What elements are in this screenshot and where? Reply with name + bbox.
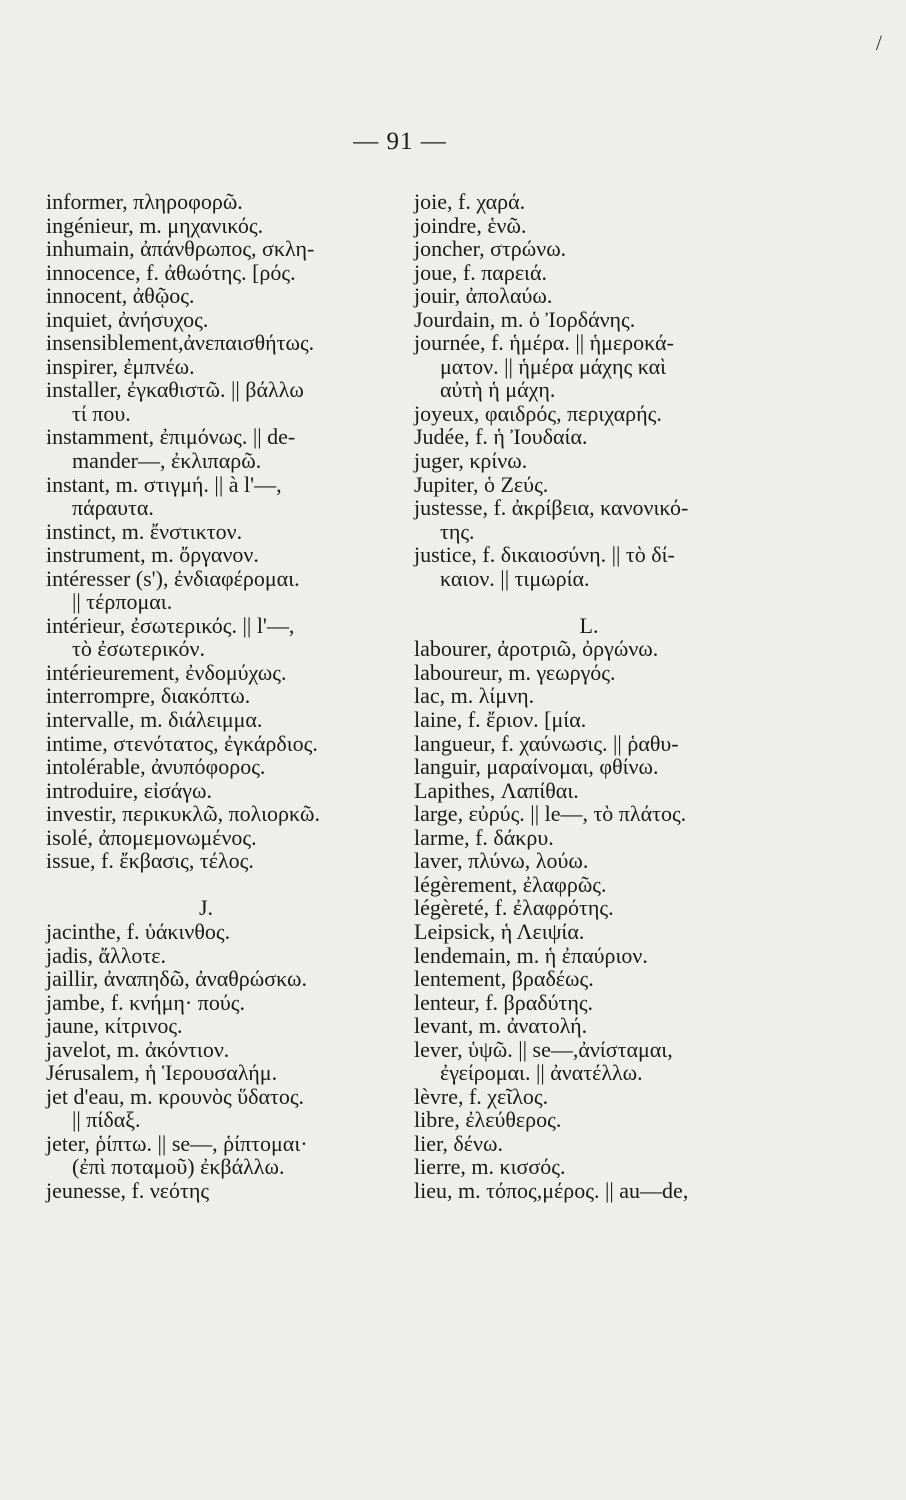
dictionary-entry: jadis, ἄλλοτε. bbox=[46, 942, 166, 968]
dictionary-entry: lèvre, f. χεῖλος. bbox=[414, 1083, 549, 1109]
dictionary-entry: lac, m. λίμνη. bbox=[414, 683, 535, 709]
dictionary-entry: langueur, f. χαύνωσις. || ῥαθυ- bbox=[414, 730, 679, 756]
dictionary-entry: issue, f. ἔκβασις, τέλος. bbox=[46, 848, 254, 874]
dictionary-entry: large, εὐρύς. || le—, τὸ πλάτος. bbox=[414, 801, 687, 827]
dictionary-entry: instant, m. στιγμή. || à l'—, bbox=[46, 471, 282, 497]
dictionary-entry: joue, f. παρειά. bbox=[414, 259, 547, 285]
dictionary-entry: instinct, m. ἔνστικτον. bbox=[46, 518, 243, 544]
dictionary-entry: inhumain, ἀπάνθρωπος, σκλη- bbox=[46, 236, 315, 262]
dictionary-entry: levant, m. ἀνατολή. bbox=[414, 1013, 588, 1039]
dictionary-entry: introduire, εἰσάγω. bbox=[46, 777, 212, 803]
dictionary-entry: investir, περικυκλῶ, πολιορκῶ. bbox=[46, 801, 321, 827]
dictionary-entry: lendemain, m. ἡ ἐπαύριον. bbox=[414, 942, 648, 968]
dictionary-entry: interrompre, διακόπτω. bbox=[46, 683, 251, 709]
dictionary-entry: inspirer, ἐμπνέω. bbox=[46, 353, 195, 379]
dictionary-entry: lieu, m. τόπος,μέρος. || au—de, bbox=[414, 1177, 689, 1203]
dictionary-entry: jaillir, ἀναπηδῶ, ἀναθρώσκω. bbox=[46, 966, 307, 992]
dictionary-entry: laver, πλύνω, λούω. bbox=[414, 848, 589, 874]
dictionary-entry: joindre, ἑνῶ. bbox=[414, 212, 527, 238]
dictionary-entry: laboureur, m. γεωργός. bbox=[414, 659, 616, 685]
letter-heading: L. bbox=[579, 612, 599, 638]
dictionary-entry: lierre, m. κισσός. bbox=[414, 1154, 566, 1180]
corner-mark: / bbox=[875, 30, 882, 55]
dictionary-entry: javelot, m. ἀκόντιον. bbox=[46, 1036, 230, 1062]
dictionary-entry: lier, δένω. bbox=[414, 1130, 503, 1156]
dictionary-entry: jeter, ῥίπτω. || se—, ῥίπτομαι· bbox=[46, 1130, 308, 1156]
entry-continuation: || πίδαξ. bbox=[72, 1107, 141, 1133]
dictionary-entry: intéresser (s'), ἐνδιαφέρομαι. bbox=[46, 565, 300, 591]
dictionary-entry: intérieurement, ἐνδομύχως. bbox=[46, 659, 287, 685]
entry-continuation: τί που. bbox=[72, 400, 131, 426]
entry-continuation: ἐγείρομαι. || ἀνατέλλω. bbox=[440, 1060, 643, 1086]
entry-continuation: αὐτὴ ἡ μάχη. bbox=[440, 377, 556, 403]
spacer bbox=[46, 873, 391, 897]
dictionary-entry: jeunesse, f. νεότης bbox=[46, 1177, 210, 1203]
dictionary-entry: justice, f. δικαιοσύνη. || τὸ δί- bbox=[414, 542, 675, 568]
dictionary-entry: lever, ὑψῶ. || se—,ἀνίσταμαι, bbox=[414, 1036, 673, 1062]
page-number: — 91 — bbox=[353, 128, 447, 155]
dictionary-entry: jouir, ἀπολαύω. bbox=[414, 283, 553, 309]
dictionary-entry: lentement, βραδέως. bbox=[414, 966, 594, 992]
dictionary-entry: laine, f. ἔριον. [μία. bbox=[414, 707, 587, 733]
dictionary-entry: innocence, f. ἀθωότης. [ρός. bbox=[46, 259, 296, 285]
dictionary-entry: Jupiter, ὁ Ζεύς. bbox=[414, 471, 549, 497]
entry-continuation: (ἐπὶ ποταμοῦ) ἐκβάλλω. bbox=[72, 1154, 285, 1180]
dictionary-entry: justesse, f. ἀκρίβεια, κανονικό- bbox=[414, 495, 689, 521]
dictionary-entry: ingénieur, m. μηχανικός. bbox=[46, 212, 264, 238]
dictionary-entry: instrument, m. ὄργανον. bbox=[46, 542, 259, 568]
dictionary-entry: inquiet, ἀνήσυχος. bbox=[46, 306, 209, 332]
left-column bbox=[46, 190, 391, 1203]
dictionary-entry: larme, f. δάκρυ. bbox=[414, 824, 554, 850]
dictionary-entry: joyeux, φαιδρός, περιχαρής. bbox=[414, 400, 662, 426]
dictionary-entry: languir, μαραίνομαι, φθίνω. bbox=[414, 754, 659, 780]
dictionary-entry: jet d'eau, m. κρουνὸς ὕδατος. bbox=[46, 1083, 305, 1109]
dictionary-entry: joie, f. χαρά. bbox=[414, 189, 526, 214]
dictionary-entry: Leipsick, ἡ Λειψία. bbox=[414, 918, 585, 944]
entry-continuation: πάραυτα. bbox=[72, 495, 154, 521]
entry-continuation: της. bbox=[440, 518, 475, 544]
dictionary-entry: intime, στενότατος, ἐγκάρδιος. bbox=[46, 730, 318, 756]
dictionary-entry: labourer, ἀροτριῶ, ὀργώνω. bbox=[414, 636, 659, 662]
dictionary-entry: Jérusalem, ἡ Ἱερουσαλήμ. bbox=[46, 1060, 278, 1086]
dictionary-entry: insensiblement,ἀνεπαισθήτως. bbox=[46, 330, 315, 356]
entry-continuation: mander—, ἐκλιπαρῶ. bbox=[72, 448, 262, 474]
dictionary-entry: journée, f. ἡμέρα. || ἡμεροκά- bbox=[414, 330, 674, 356]
dictionary-entry: libre, ἐλεύθερος. bbox=[414, 1107, 562, 1133]
letter-heading: J. bbox=[198, 895, 214, 921]
dictionary-entry: intervalle, m. διάλειμμα. bbox=[46, 707, 263, 733]
dictionary-entry: instamment, ἐπιμόνως. || de- bbox=[46, 424, 296, 450]
dictionary-entry: jaune, κίτρινος. bbox=[46, 1013, 183, 1039]
dictionary-entry: jambe, f. κνήμη· πούς. bbox=[46, 989, 245, 1015]
entry-continuation: καιον. || τιμωρία. bbox=[440, 565, 590, 591]
entry-continuation: τὸ ἐσωτερικόν. bbox=[72, 636, 205, 662]
dictionary-entry: juger, κρίνω. bbox=[414, 448, 528, 474]
dictionary-entry: joncher, στρώνω. bbox=[414, 236, 567, 262]
dictionary-entry: Lapithes, Λαπίθαι. bbox=[414, 777, 579, 803]
dictionary-entry: isolé, ἀπομεμονωμένος. bbox=[46, 824, 257, 850]
entry-continuation: || τέρπομαι. bbox=[72, 589, 173, 615]
dictionary-entry: intérieur, ἐσωτερικός. || l'—, bbox=[46, 612, 295, 638]
spacer bbox=[414, 590, 784, 614]
dictionary-entry: Judée, f. ἡ Ἰουδαία. bbox=[414, 424, 588, 450]
dictionary-entry: innocent, ἀθῷος. bbox=[46, 283, 195, 309]
dictionary-entry: installer, ἐγκαθιστῶ. || βάλλω bbox=[46, 377, 304, 403]
entry-continuation: ματον. || ἡμέρα μάχης καὶ bbox=[440, 353, 667, 379]
dictionary-entry: légèrement, ἐλαφρῶς. bbox=[414, 871, 607, 897]
dictionary-entry: Jourdain, m. ὁ Ἰορδάνης. bbox=[414, 306, 636, 332]
dictionary-entry: jacinthe, f. ὑάκινθος. bbox=[46, 918, 231, 944]
dictionary-entry: intolérable, ἀνυπόφορος. bbox=[46, 754, 266, 780]
right-column bbox=[414, 190, 784, 1203]
dictionary-entry: lenteur, f. βραδύτης. bbox=[414, 989, 594, 1015]
dictionary-entry: informer, πληροφορῶ. bbox=[46, 189, 243, 214]
dictionary-entry: légèreté, f. ἐλαφρότης. bbox=[414, 895, 614, 921]
